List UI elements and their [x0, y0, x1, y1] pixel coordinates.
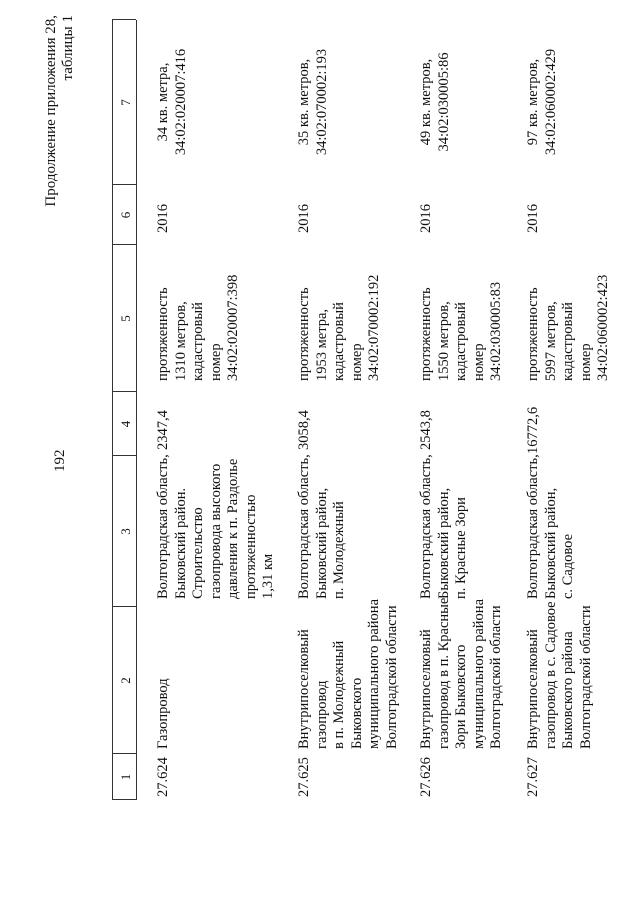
column-number-3: 3 [118, 528, 133, 535]
continuation-header [43, 15, 77, 345]
object-name: Внутрипоселковый газопровод в п. Молодежный Быковского муниципального района Волгоградской области [296, 599, 400, 749]
column-number-1: 1 [118, 773, 133, 781]
column-number-6: 6 [118, 211, 133, 219]
object-address: Волгоградская область, Быковский район. Строительство газопровода высокого давления к п. Раздолье протяженностью 1,31 км [155, 454, 276, 599]
object-year: 2016 [525, 204, 541, 233]
land-plot: 97 кв. метров, 34:02:060002:429 [525, 48, 559, 156]
object-characteristics: протяженность 1953 метра, кадастровый номер 34:02:070002:192 [296, 274, 382, 381]
object-cost: 2347,4 [155, 410, 171, 450]
object-year: 2016 [155, 204, 171, 233]
column-number-2: 2 [118, 677, 133, 684]
object-cost: 2543,8 [418, 410, 434, 450]
row-number: 27.625 [296, 757, 312, 797]
object-name: Газопровод [155, 678, 171, 749]
column-number-5: 5 [118, 315, 133, 322]
land-plot: 35 кв. метров, 34:02:070002:193 [296, 48, 330, 156]
column-number-7: 7 [118, 99, 133, 106]
column-number-4: 4 [118, 420, 133, 428]
object-characteristics: протяженность 1550 метров, кадастровый номер 34:02:030005:83 [418, 281, 504, 381]
object-year: 2016 [296, 204, 312, 233]
page-number: 192 [52, 449, 68, 472]
object-cost: 3058,4 [296, 410, 312, 450]
row-number: 27.626 [418, 757, 434, 797]
object-characteristics: протяженность 5997 метров, кадастровый номер 34:02:060002:423 [525, 274, 611, 381]
object-cost: 16772,6 [525, 406, 541, 454]
object-name: Внутрипоселковый газопровод в п. Красные Зори Быковского муниципального района Волгоградской области [418, 597, 504, 749]
header-line-2: таблицы 1 [60, 15, 76, 81]
object-address: Волгоградская область, Быковский район, п. Красные Зори [418, 454, 469, 599]
row-number: 27.627 [525, 757, 541, 797]
header-line-1: Продолжение приложения 28, [43, 15, 59, 207]
row-number: 27.624 [155, 757, 171, 797]
object-characteristics: протяженность 1310 метров, кадастровый номер 34:02:020007:398 [155, 274, 241, 381]
object-address: Волгоградская область, Быковский район, с. Садовое [525, 454, 576, 599]
land-plot: 34 кв. метра, 34:02:020007:416 [155, 48, 189, 156]
land-plot: 49 кв. метров, 34:02:030005:86 [418, 52, 452, 152]
object-year: 2016 [418, 204, 434, 233]
object-name: Внутрипоселковый газопровод в с. Садовое Быковского района Волгоградской области [525, 601, 594, 749]
object-address: Волгоградская область, Быковский район, п. Молодежный [296, 454, 347, 599]
table-top-rule [112, 20, 113, 800]
table-header-rule [136, 20, 137, 800]
